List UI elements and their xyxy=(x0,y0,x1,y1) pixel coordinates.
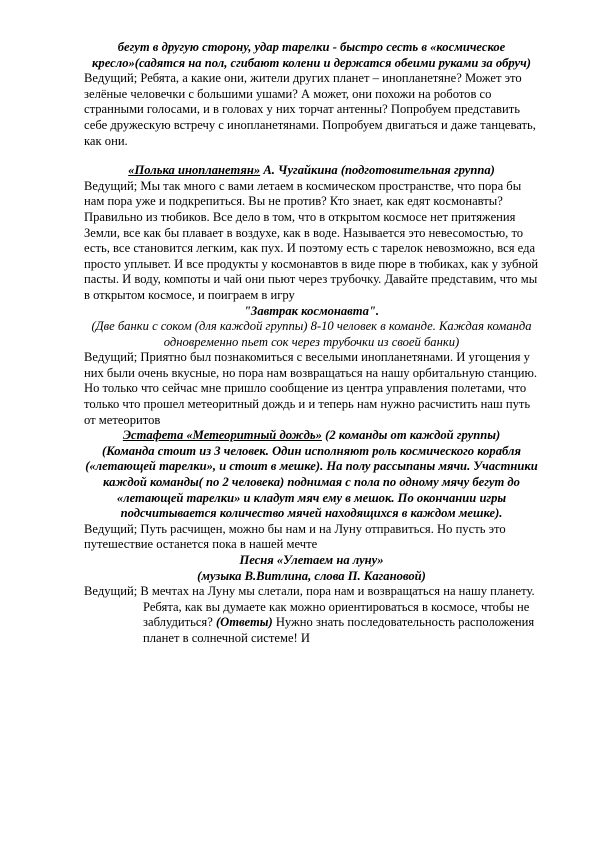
game-description: (Две банки с соком (для каждой группы) 8-10 человек в команде. Каждая команда одновременно пьет сок через трубочки из своей банки) xyxy=(91,319,532,349)
dance-heading xyxy=(84,163,539,179)
host-text: Ребята, а какие они, жители других планет – инопланетяне? Может это зелёные человечки с большими ушами? А может, они похожи на роботов со странными голосами, и в головах у них торчат антенны? Попробуем представить себе дружескую встречу с инопланетянами. Попробуем двигаться и даже танцевать, как они. xyxy=(84,71,536,148)
song-credit: (музыка В.Витлина, слова П. Кагановой) xyxy=(197,568,426,583)
host-paragraph-3 xyxy=(84,350,539,428)
answers-note: (Ответы) xyxy=(215,615,273,630)
speaker-label: Ведущий; xyxy=(84,584,138,599)
spacer xyxy=(84,149,539,163)
host-paragraph-2 xyxy=(84,179,539,304)
speaker-label: Ведущий; xyxy=(84,350,138,365)
dance-title: «Полька инопланетян» xyxy=(128,163,261,178)
speaker-label: Ведущий; xyxy=(84,521,138,536)
host-paragraph-1 xyxy=(84,71,539,149)
relay-description: (Команда стоит из 3 человек. Один исполняют роль космического корабля («летающей тарелки», и стоит в мешке). На полу рассыпаны мячи. Участники каждой команды( по 2 человека) поднимая с пола по одному мячу бегут до «летающей тарелки» и кладут мяч ему в мешок. По окончании игры подсчитывается количество мячей находящихся в каждом мешке). xyxy=(85,443,538,521)
host-text: Путь расчищен, можно бы нам и на Луну отправиться. Но пусть это путешествие останется пока в нашей мечте xyxy=(84,521,506,552)
host-paragraph-5 xyxy=(84,584,539,646)
game-title: "Завтрак космонавта". xyxy=(243,303,380,318)
intro-paragraph: бегут в другую сторону, удар тарелки - быстро сесть в «космическое кресло»(садятся на пол, сгибают колени и держатся обеими руками за обруч) xyxy=(92,40,531,70)
host-text: В мечтах на Луну мы слетали, пора нам и возвращаться на нашу планету. Ребята, как вы думаете как можно ориентироваться в космосе, чтобы не заблудиться? xyxy=(137,584,535,630)
dance-author: А. Чугайкина (подготовительная группа) xyxy=(260,163,495,178)
host-text: Мы так много с вами летаем в космическом пространстве, что пора бы нам пора уже и подкрепиться. Вы не против? Кто знает, как едят космонавты? Правильно из тюбиков. Все дело в том, что в открытом космосе нет притяжения Земли, все как бы плавает в воздухе, как в воде. Называется это невесомостью, то есть, все становится легким, как пух. И поэтому есть с тарелок невозможно, вся еда просто уплывет. И все продукты у космонавтов в виде пюре в тюбиках, как у зубной пасты. И воду, компоты и чай они пьют через трубочку. Давайте представим, что мы в открытом космосе, и поиграем в игру xyxy=(84,178,539,302)
relay-groups: (2 команды от каждой группы) xyxy=(321,428,501,443)
host-paragraph-4 xyxy=(84,522,539,553)
speaker-label: Ведущий; xyxy=(84,71,138,86)
document-page xyxy=(84,40,539,647)
speaker-label: Ведущий; xyxy=(84,178,138,193)
host-text: Приятно был познакомиться с веселыми инопланетянами. И угощения у них были очень вкусные, но пора нам возвращаться на нашу орбитальную станцию. Но только что сейчас мне пришло сообщение из центра управления полетами, что только что прошел метеоритный дождь и и теперь нам нужно расчистить наш путь от метеоритов xyxy=(84,350,538,427)
song-title: Песня «Улетаем на луну» xyxy=(239,553,384,567)
relay-title: Эстафета «Метеоритный дождь» xyxy=(122,428,322,443)
host-text-continued: Нужно знать последовательность расположения планет в солнечной системе! И xyxy=(143,615,535,645)
relay-heading xyxy=(84,428,539,444)
